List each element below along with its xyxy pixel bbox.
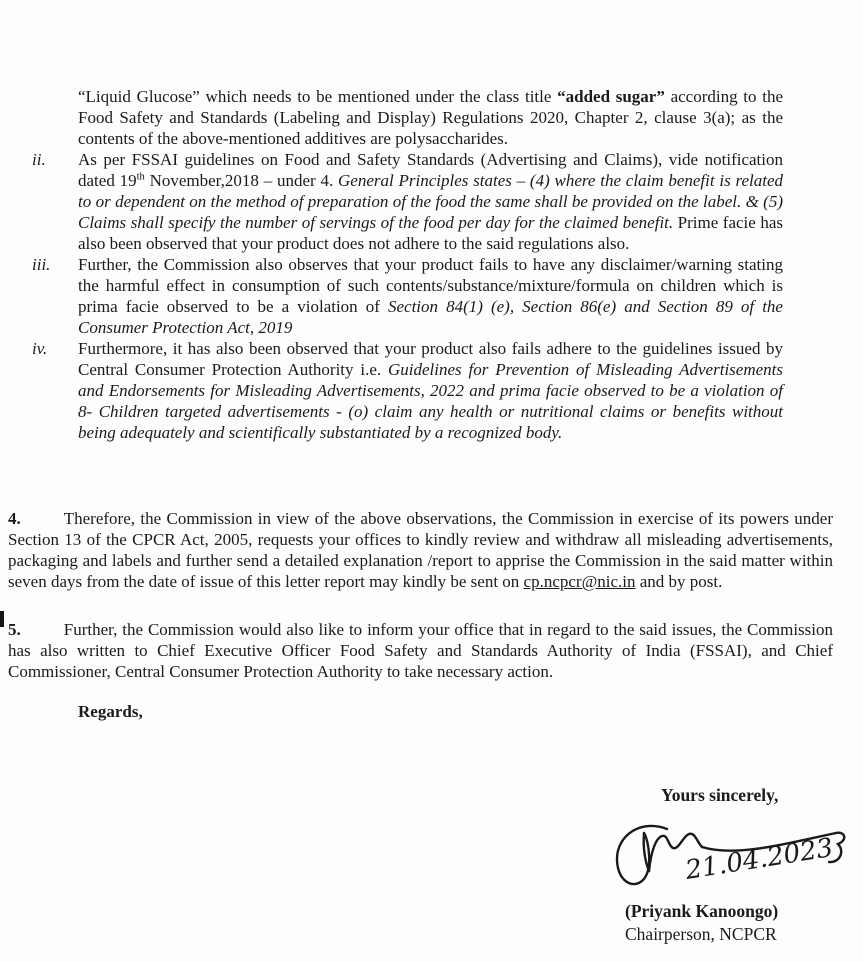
paragraph-5 — [8, 619, 833, 682]
paragraph-4 — [8, 508, 833, 592]
signature-scribble-icon — [585, 821, 860, 901]
text-segment: and by post. — [635, 572, 723, 591]
text-segment: Furthermore, it has also been observed that your product also fails adhere to the guidelines issued by Central Consumer Protection Authority i.e. — [78, 339, 783, 379]
text-segment: Further, the Commission also observes that your product fails to have any disclaimer/warning stating the harmful effect in consumption of such contents/substance/mixture/formula on children which is prima facie observed to be a violation of — [78, 255, 783, 316]
text-segment: “Liquid Glucose” which needs to be mentioned under the class title — [78, 87, 558, 106]
text-segment: Prime facie has also been observed that your product does not adhere to the said regulations also. — [78, 213, 783, 253]
numbered-list — [0, 149, 863, 443]
list-numeral: ii. — [32, 150, 46, 169]
signature-area — [585, 821, 860, 901]
email-text: cp.ncpcr@nic.in — [523, 572, 636, 591]
letter-body-lower — [0, 508, 863, 722]
signature-block — [585, 785, 860, 957]
paragraph-4-number: 4. — [8, 509, 21, 528]
text-segment: Therefore, the Commission in view of the above observations, the Commission in exercise of its powers under Section 13 of the CPCR Act, 2005, requests your offices to kindly review and withdraw all misleading advertisements, packaging and labels and further send a detailed explanation /report to apprise the Commission in the said matter within seven days from the date of issue of this letter report may kindly be sent on — [8, 509, 833, 591]
list-item-ii — [0, 149, 863, 254]
signature-date: 21.04.2023 — [683, 832, 836, 886]
list-item-iii — [0, 254, 863, 338]
text-segment: “added sugar” — [557, 87, 665, 106]
text-segment: Guidelines for Prevention of Misleading Advertisements and Endorsements for Misleading Advertisements, 2022 and prima facie observed to be a violation of 8- Children targeted advertisements - (o) claim any health or nutritional claims or benefits without being adequately and scientifically substantiated by a recognized body. — [78, 360, 783, 442]
text-segment: Further, the Commission would also like to inform your office that in regard to the said issues, the Commission has also written to Chief Executive Officer Food Safety and Standards Authority of India (FSSAI), and Chief Commissioner, Central Consumer Protection Authority to take necessary action. — [8, 620, 833, 681]
letter-body-upper — [0, 86, 863, 443]
list-item-text — [78, 338, 783, 443]
text-segment: Section 84(1) (e), Section 86(e) and Section 89 of the Consumer Protection Act, 2019 — [78, 297, 783, 337]
text-segment: As per FSSAI guidelines on Food and Safety Standards (Advertising and Claims), vide notification dated 19 — [78, 150, 783, 190]
closing-salutation: Yours sincerely, — [661, 785, 779, 805]
paragraph-4-text — [8, 509, 833, 591]
intro-paragraph — [78, 86, 783, 149]
text-segment: according to the Food Safety and Standards (Labeling and Display) Regulations 2020, Chapter 2, clause 3(a); as the contents of the above-mentioned additives are polysaccharides. — [78, 87, 783, 148]
list-item-text — [78, 149, 783, 254]
scan-artifact — [0, 611, 4, 627]
list-numeral: iii. — [32, 255, 51, 274]
paragraph-5-number: 5. — [8, 620, 21, 639]
list-item-iv — [0, 338, 863, 443]
list-numeral: iv. — [32, 339, 48, 358]
signatory-title: Chairperson, NCPCR — [625, 924, 777, 944]
text-segment: November,2018 – under 4. — [144, 171, 338, 190]
text-segment: th — [136, 171, 145, 183]
text-segment: General Principles states – (4) where the claim benefit is related to or dependent on the method of preparation of the food the same shall be provided on the label. & (5) Claims shall specify the number of servings of the food per day for the claimed benefit. — [78, 171, 784, 232]
list-item-text — [78, 254, 783, 338]
paragraph-5-text — [8, 620, 833, 681]
regards-text: Regards, — [78, 702, 143, 721]
signatory-name: (Priyank Kanoongo) — [625, 901, 779, 921]
